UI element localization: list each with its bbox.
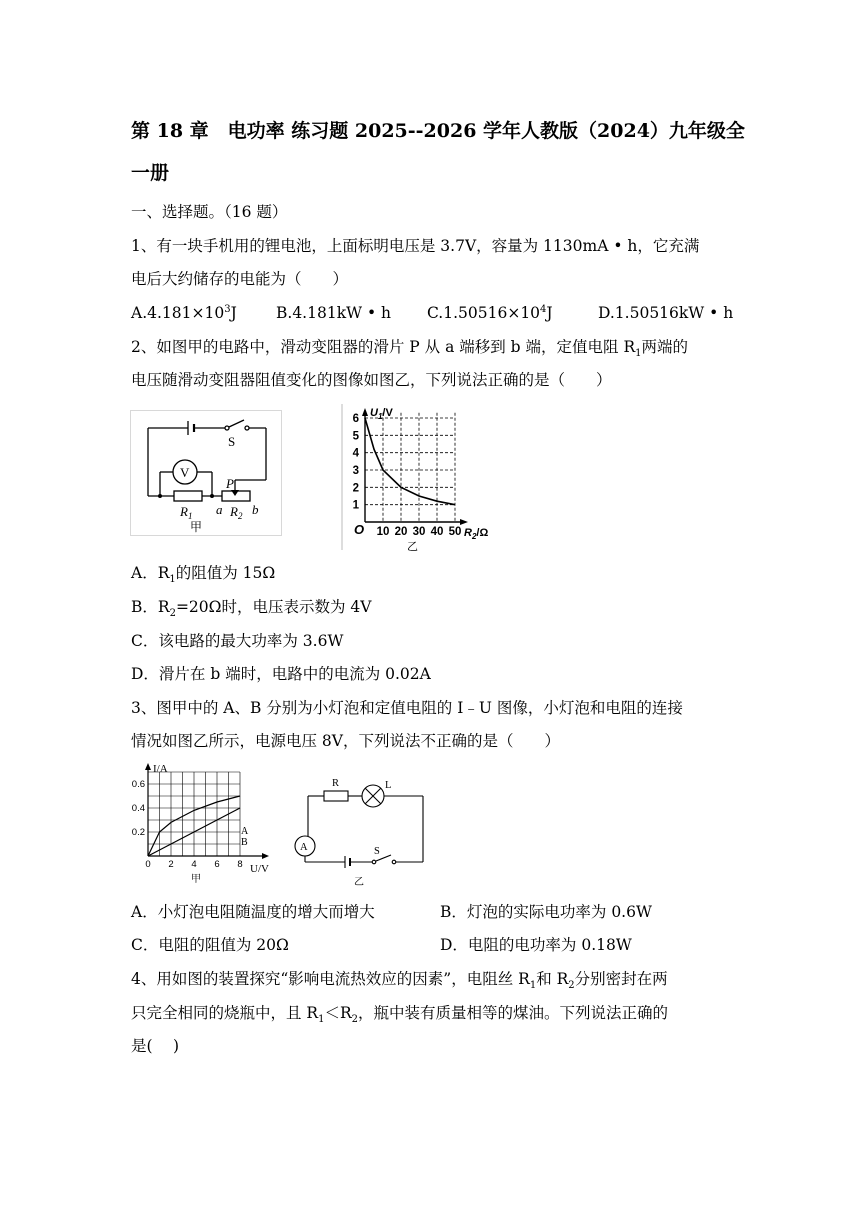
q1-option-b: B.4.181kW • h — [276, 304, 391, 322]
figure-caption-jia: 甲 — [191, 874, 201, 885]
origin-label: O — [354, 522, 365, 537]
switch-label: S — [228, 434, 236, 449]
lamp-label: L — [385, 780, 392, 791]
q2-stem-line2: 电压随滑动变阻器阻值变化的图像如图乙，下列说法正确的是（ ） — [131, 371, 612, 389]
q3-graph-svg — [126, 760, 276, 885]
q3-circuit-figure — [288, 774, 428, 889]
q1-option-c-text: C.1.50516×10 — [427, 304, 541, 322]
x-tick-label: 20 — [394, 526, 408, 538]
q1-option-a-unit: J — [230, 304, 237, 322]
y-tick-label: 0.6 — [131, 779, 145, 790]
x-axis-label: $R_2/\Omega$ — [464, 527, 489, 541]
q3-stem-line2: 情况如图乙所示，电源电压 8V，下列说法不正确的是（ ） — [131, 732, 560, 750]
slider-label: P — [226, 476, 234, 491]
q4-line1-sub1: 1 — [529, 980, 537, 992]
q1-stem-line2: 电后大约储存的电能为（ ） — [131, 270, 349, 288]
q2-stem-line1 — [131, 337, 689, 360]
resistor-label: R — [332, 778, 340, 789]
q1-option-a — [131, 303, 237, 323]
switch-label: S — [374, 846, 380, 857]
q1-option-d: D.1.50516kW • h — [598, 304, 734, 322]
q3-option-b: B．灯泡的实际电功率为 0.6W — [440, 903, 652, 921]
x-axis-arrow — [262, 853, 269, 859]
y-tick-label: 4 — [352, 447, 359, 460]
q4-line1-a: 4、用如图的装置探究“影响电流热效应的因素”，电阻丝 R — [131, 970, 530, 988]
y-axis-label: $U_1/V$ — [370, 407, 393, 421]
q1-option-a-text: A.4.181×10 — [131, 304, 225, 322]
q2-stem-sub: 1 — [635, 348, 642, 360]
q2-option-b-text: B．R — [131, 598, 170, 616]
x-tick-label: 2 — [168, 859, 174, 870]
q2-option-b — [131, 597, 372, 620]
y-axis-arrow — [362, 408, 368, 416]
y-tick-label: 0.2 — [131, 827, 145, 838]
curve-a-label: A — [241, 826, 249, 837]
q1-option-c-exponent: 4 — [540, 303, 547, 315]
y-tick-label: 2 — [352, 482, 359, 495]
r1-resistor — [174, 491, 202, 501]
q4-line1-b: 和 R — [536, 970, 569, 988]
ammeter-label: A — [300, 842, 308, 853]
q3-circuit-svg — [288, 774, 428, 889]
q4-line2-sub2: 2 — [351, 1014, 359, 1026]
x-axis-label: U/V — [250, 863, 269, 875]
q3-option-c: C．电阻的阻值为 20Ω — [131, 936, 289, 954]
y-tick-label: 5 — [352, 430, 359, 443]
x-tick-label: 6 — [214, 859, 220, 870]
figure-caption-yi: 乙 — [354, 877, 364, 888]
x-tick-label: 50 — [448, 526, 462, 538]
x-axis-arrow — [460, 519, 468, 525]
y-axis-arrow — [145, 763, 151, 770]
x-tick-label: 8 — [237, 859, 243, 870]
u1-curve — [365, 418, 455, 505]
document-title-line2: 一册 — [131, 162, 170, 184]
q2-option-c: C．该电路的最大功率为 3.6W — [131, 632, 344, 650]
q4-line2-c: ，瓶中装有质量相等的煤油。下列说法正确的 — [358, 1004, 669, 1022]
q3-stem-line1: 3、图甲中的 A、B 分别为小灯泡和定值电阻的 I﹣U 图像，小灯泡和电阻的连接 — [131, 699, 683, 717]
q1-option-c — [427, 303, 553, 323]
resistor-r — [324, 791, 348, 801]
q2-option-a-text: A．R — [131, 564, 170, 582]
x-tick-label: 0 — [145, 859, 151, 870]
q2-graph-svg — [340, 402, 505, 552]
end-a-label: a — [216, 502, 223, 517]
q2-circuit-svg — [130, 410, 282, 536]
r1-label: $R_1$ — [180, 504, 193, 521]
q2-option-d: D．滑片在 b 端时，电路中的电流为 0.02A — [131, 665, 431, 683]
y-tick-label: 0.4 — [131, 803, 145, 814]
q4-stem-line2 — [131, 1003, 669, 1026]
figure-caption-yi: 乙 — [407, 540, 418, 552]
x-tick-label: 10 — [376, 526, 390, 538]
q1-option-c-unit: J — [546, 304, 553, 322]
switch-blade — [229, 420, 244, 427]
x-tick-label: 30 — [412, 526, 426, 538]
x-tick-label: 4 — [191, 859, 197, 870]
q4-line1-c: 分别密封在两 — [574, 970, 668, 988]
q3-graph-figure — [126, 760, 276, 885]
q4-line2-a: 只完全相同的烧瓶中，且 R — [131, 1004, 319, 1022]
r2-label: $R_2$ — [230, 504, 243, 521]
y-tick-label: 1 — [352, 499, 359, 512]
q4-line2-sub1: 1 — [318, 1014, 325, 1026]
q4-line1-sub2: 2 — [568, 980, 575, 992]
q3-option-d: D．电阻的电功率为 0.18W — [440, 936, 632, 954]
q2-stem-text-a: 2、如图甲的电路中，滑动变阻器的滑片 P 从 a 端移到 b 端，定值电阻 R — [131, 338, 636, 356]
y-tick-label: 6 — [352, 413, 359, 425]
voltmeter-label: V — [180, 465, 190, 480]
q3-option-a: A．小灯泡电阻随温度的增大而增大 — [131, 903, 375, 921]
q1-option-a-exponent: 3 — [224, 303, 231, 315]
q2-option-a-sub: 1 — [169, 574, 176, 586]
end-b-label: b — [252, 502, 259, 517]
document-title-line1: 第 18 章 电功率 练习题 2025--2026 学年人教版（2024）九年级全 — [131, 120, 745, 142]
section-header: 一、选择题。（16 题） — [131, 203, 288, 221]
switch-pivot — [225, 426, 229, 430]
q4-line2-b: ＜R — [324, 1004, 352, 1022]
switch-pivot — [372, 860, 376, 864]
q2-circuit-figure — [130, 410, 282, 536]
q4-stem-line1 — [131, 969, 668, 992]
x-tick-label: 40 — [430, 526, 444, 538]
q2-option-b-sub: 2 — [169, 608, 176, 620]
q2-graph-figure — [340, 402, 505, 552]
q1-stem-line1: 1、有一块手机用的锂电池，上面标明电压是 3.7V，容量为 1130mA • h，它充满 — [131, 237, 700, 255]
q2-option-a-rest: 的阻值为 15Ω — [175, 564, 276, 582]
figure-caption-jia: 甲 — [190, 520, 203, 534]
y-axis-label: I/A — [153, 763, 168, 775]
q2-stem-text-b: 两端的 — [641, 338, 689, 356]
q2-option-a — [131, 563, 276, 586]
q2-option-b-rest: =20Ω时，电压表示数为 4V — [175, 598, 372, 616]
y-tick-label: 3 — [352, 465, 359, 477]
q4-stem-line3: 是( ) — [131, 1037, 180, 1055]
curve-b-label: B — [241, 837, 248, 848]
